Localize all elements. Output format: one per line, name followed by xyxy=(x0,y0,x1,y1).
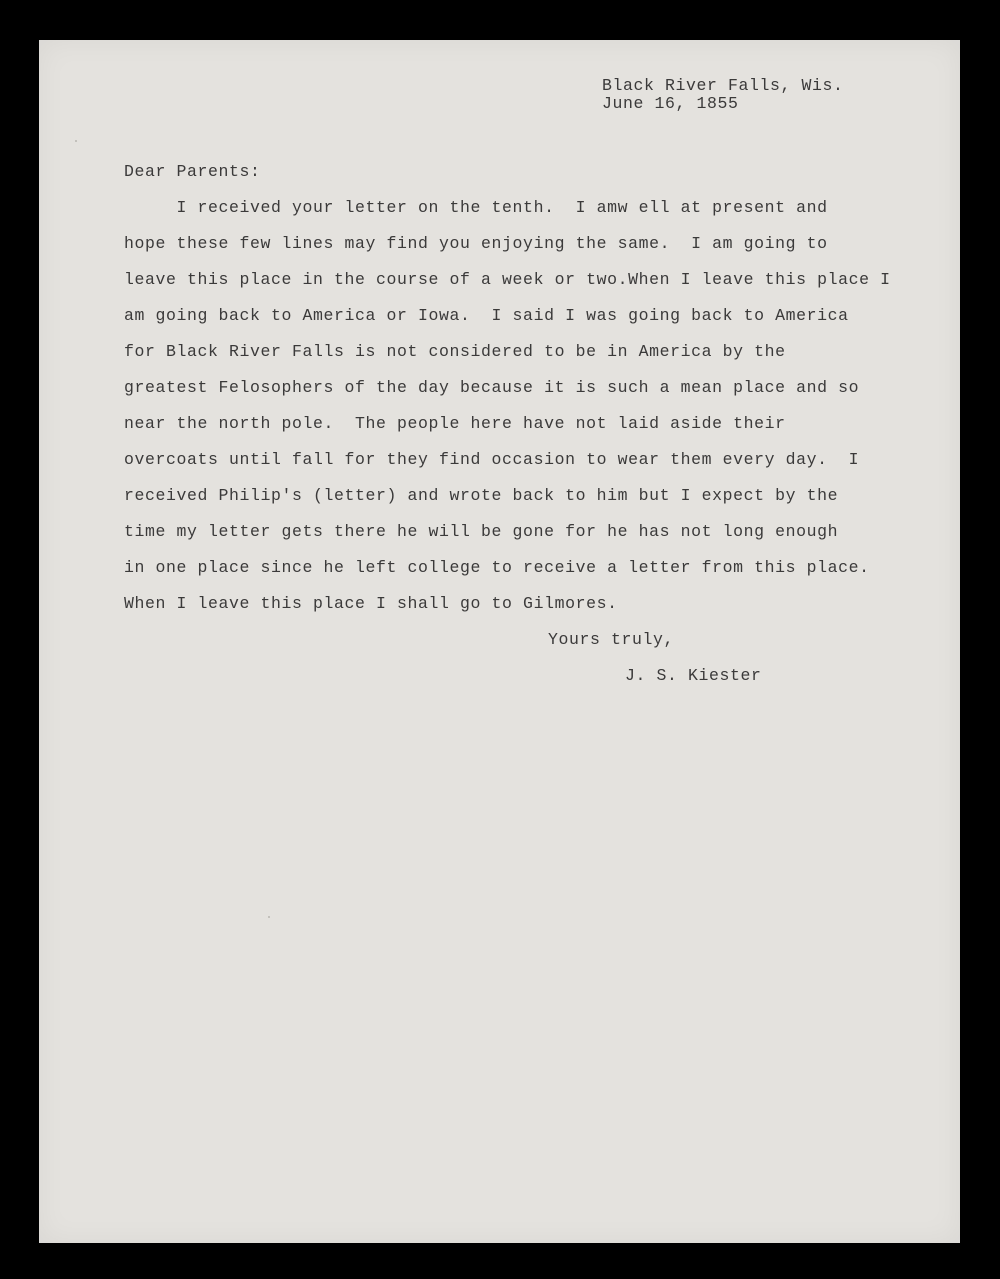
body-line-3: leave this place in the course of a week or two.When I leave this place I xyxy=(124,270,891,289)
body-line-2: hope these few lines may find you enjoying the same. I am going to xyxy=(124,234,828,253)
paper-speck xyxy=(268,916,270,918)
letter-place: Black River Falls, Wis. xyxy=(602,76,844,95)
body-line-6: greatest Felosophers of the day because it is such a mean place and so xyxy=(124,378,860,397)
letter-date: June 16, 1855 xyxy=(602,94,739,113)
body-line-5: for Black River Falls is not considered to be in America by the xyxy=(124,342,786,361)
letter-signature: J. S. Kiester xyxy=(625,666,762,685)
body-line-9: received Philip's (letter) and wrote back to him but I expect by the xyxy=(124,486,839,505)
body-line-1: I received your letter on the tenth. I amw ell at present and xyxy=(124,198,828,217)
letter-salutation: Dear Parents: xyxy=(124,162,261,181)
letter-closing: Yours truly, xyxy=(548,630,675,649)
body-line-11: in one place since he left college to receive a letter from this place. xyxy=(124,558,870,577)
body-line-12: When I leave this place I shall go to Gilmores. xyxy=(124,594,618,613)
letter-page xyxy=(39,40,960,1243)
body-line-10: time my letter gets there he will be gone for he has not long enough xyxy=(124,522,839,541)
paper-speck xyxy=(75,140,77,142)
body-line-8: overcoats until fall for they find occasion to wear them every day. I xyxy=(124,450,860,469)
body-line-7: near the north pole. The people here have not laid aside their xyxy=(124,414,786,433)
body-line-4: am going back to America or Iowa. I said I was going back to America xyxy=(124,306,849,325)
